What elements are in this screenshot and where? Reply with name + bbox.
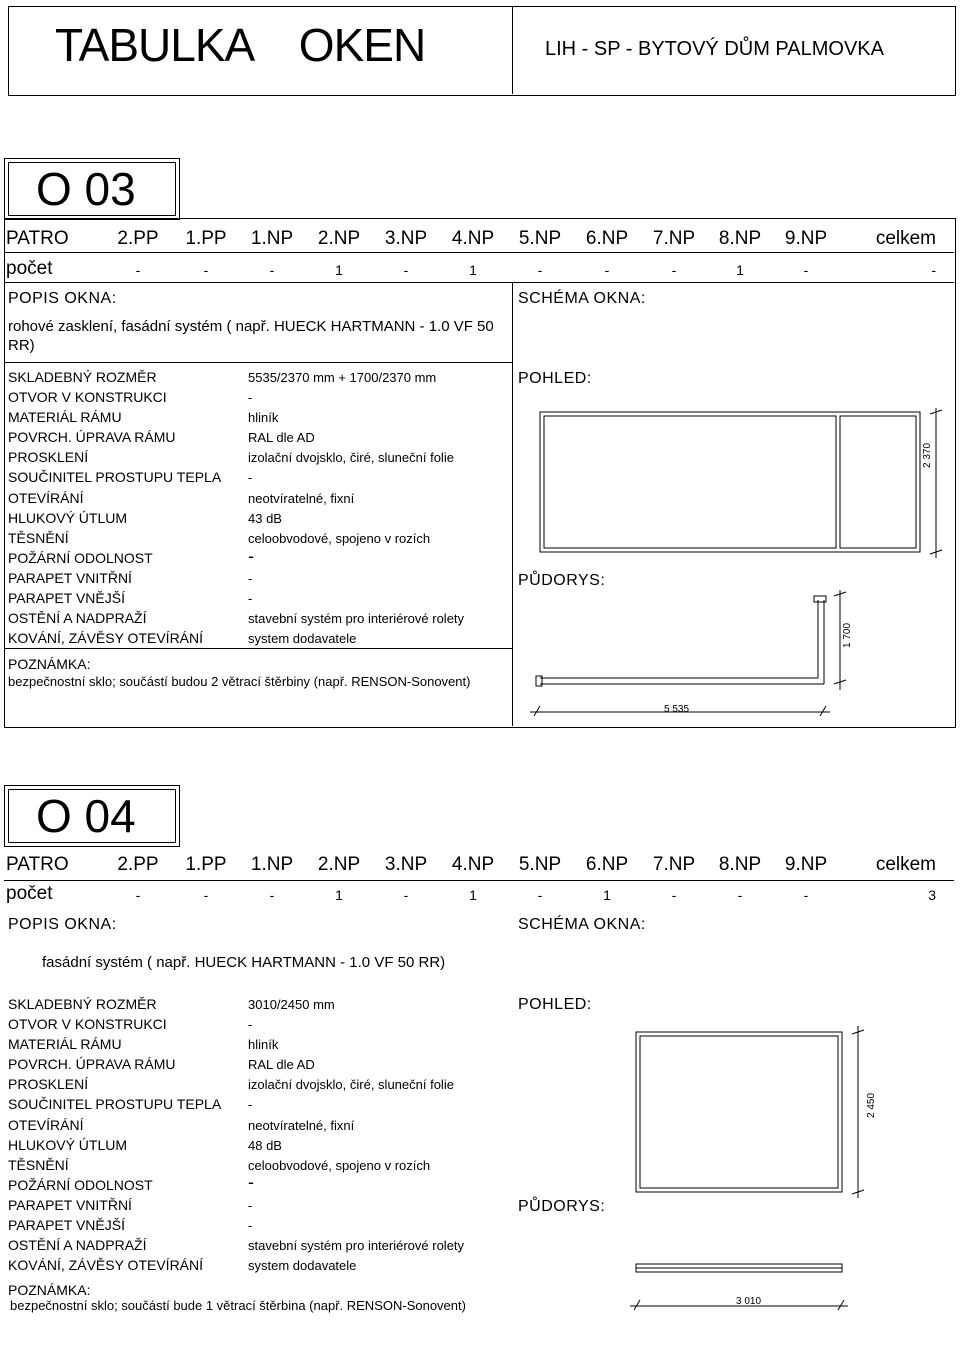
prop-value: celoobvodové, spojeno v rozích — [248, 531, 431, 546]
prop-label: SOUČINITEL PROSTUPU TEPLA — [8, 1096, 222, 1112]
page-subtitle: LIH - SP - BYTOVÝ DŮM PALMOVKA — [545, 38, 884, 60]
prop-value: 5535/2370 mm + 1700/2370 mm — [248, 370, 437, 385]
floor-cell: 8.NP — [718, 854, 762, 875]
prop-value: - — [248, 1198, 253, 1213]
window-elevation-drawing — [530, 408, 950, 558]
prop-label: MATERIÁL RÁMU — [8, 1036, 122, 1052]
prop-label: OSTĚNÍ A NADPRAŽÍ — [8, 1237, 147, 1253]
floor-cell: 9.NP — [784, 854, 828, 875]
prop-label: HLUKOVÝ ÚTLUM — [8, 1137, 128, 1153]
count-cell: 3 — [928, 887, 936, 903]
count-cell: - — [931, 262, 936, 278]
prop-label: KOVÁNÍ, ZÁVĚSY OTEVÍRÁNÍ — [8, 1257, 204, 1273]
prop-label: PROSKLENÍ — [8, 1076, 89, 1092]
count-cell: 1 — [335, 887, 343, 903]
floors-header-row — [4, 228, 936, 250]
prop-value: neotvíratelné, fixní — [248, 1118, 355, 1133]
note-label: POZNÁMKA: — [8, 656, 91, 672]
prop-value: 43 dB — [248, 511, 282, 526]
page-title: TABULKA OKEN — [55, 19, 426, 71]
prop-label: SOUČINITEL PROSTUPU TEPLA — [8, 469, 222, 485]
count-cell: - — [737, 887, 743, 903]
floor-cell: celkem — [875, 854, 936, 875]
prop-value: stavební systém pro interiérové rolety — [248, 1238, 465, 1253]
prop-label: PARAPET VNITŘNÍ — [8, 1197, 132, 1213]
pudorys-label: PŮDORYS: — [518, 572, 606, 589]
count-cell: - — [203, 887, 209, 903]
dim-plan-side: 1 700 — [842, 622, 853, 648]
header-divider — [512, 6, 513, 94]
popis-label: POPIS OKNA: — [8, 916, 117, 933]
prop-label: OSTĚNÍ A NADPRAŽÍ — [8, 610, 147, 626]
count-label: počet — [6, 258, 53, 279]
count-cell: - — [537, 887, 543, 903]
count-cell: 1 — [736, 262, 744, 278]
window-code: O 03 — [36, 163, 136, 215]
floor-cell: 3.NP — [384, 854, 428, 875]
prop-value: - — [248, 1218, 253, 1233]
prop-value: system dodavatele — [248, 1258, 357, 1273]
floor-cell: 5.NP — [518, 228, 562, 249]
floor-cell: 2.PP — [117, 854, 159, 875]
prop-label: OTVOR V KONSTRUKCI — [8, 389, 167, 405]
count-cell: - — [135, 262, 141, 278]
prop-value: 48 dB — [248, 1138, 282, 1153]
floor-cell: 1.PP — [185, 854, 227, 875]
prop-label: TĚSNĚNÍ — [8, 530, 69, 546]
floors-header-row — [4, 854, 936, 876]
count-cell: - — [803, 887, 809, 903]
prop-value: - — [248, 591, 253, 606]
prop-label: OTVOR V KONSTRUKCI — [8, 1016, 167, 1032]
prop-label: POŽÁRNÍ ODOLNOST — [8, 550, 153, 566]
prop-value: 3010/2450 mm — [248, 997, 335, 1012]
prop-label: POŽÁRNÍ ODOLNOST — [8, 1177, 153, 1193]
prop-value: stavební systém pro interiérové rolety — [248, 611, 465, 626]
prop-value: - — [248, 546, 254, 566]
pudorys-label: PŮDORYS: — [518, 1198, 606, 1215]
floor-cell: 1.PP — [185, 228, 227, 249]
row-divider — [4, 252, 954, 253]
count-cell: - — [269, 887, 275, 903]
prop-label: SKLADEBNÝ ROZMĚR — [8, 369, 157, 385]
count-cell: - — [403, 262, 409, 278]
prop-label: KOVÁNÍ, ZÁVĚSY OTEVÍRÁNÍ — [8, 630, 204, 646]
schema-label: SCHÉMA OKNA: — [518, 290, 646, 307]
prop-value: system dodavatele — [248, 631, 357, 646]
dim-height: 2 450 — [866, 1092, 877, 1118]
count-cell: - — [135, 887, 141, 903]
count-cell: - — [203, 262, 209, 278]
count-cell: - — [671, 887, 677, 903]
prop-label: OTEVÍRÁNÍ — [8, 490, 84, 506]
row-divider — [4, 648, 512, 649]
prop-value: RAL dle AD — [248, 1057, 315, 1072]
prop-label: PARAPET VNĚJŠÍ — [8, 590, 125, 606]
window-code: O 04 — [36, 790, 136, 842]
count-cell: 1 — [469, 887, 477, 903]
floor-cell: 1.NP — [250, 854, 294, 875]
floor-cell: 7.NP — [652, 854, 696, 875]
window-plan-drawing — [630, 1258, 870, 1320]
pohled-label: POHLED: — [518, 996, 592, 1013]
count-row — [4, 883, 936, 905]
prop-value: izolační dvojsklo, čiré, sluneční folie — [248, 450, 454, 465]
row-divider — [4, 362, 512, 363]
prop-value: - — [248, 1017, 253, 1032]
schema-label: SCHÉMA OKNA: — [518, 916, 646, 933]
count-cell: 1 — [603, 887, 611, 903]
floor-cell: 2.NP — [317, 228, 361, 249]
row-divider — [4, 282, 954, 283]
prop-label: PARAPET VNĚJŠÍ — [8, 1217, 125, 1233]
prop-value: izolační dvojsklo, čiré, sluneční folie — [248, 1077, 454, 1092]
note-text: bezpečnostní sklo; součástí budou 2 větrací štěrbiny (např. RENSON-Sonovent) — [8, 674, 471, 689]
prop-label: HLUKOVÝ ÚTLUM — [8, 510, 128, 526]
prop-label: OTEVÍRÁNÍ — [8, 1117, 84, 1133]
floor-cell: 3.NP — [384, 228, 428, 249]
count-cell: 1 — [335, 262, 343, 278]
floor-cell: 1.NP — [250, 228, 294, 249]
floor-cell: PATRO — [6, 228, 69, 249]
floor-cell: 5.NP — [518, 854, 562, 875]
prop-value: celoobvodové, spojeno v rozích — [248, 1158, 431, 1173]
prop-label: TĚSNĚNÍ — [8, 1157, 69, 1173]
prop-label: MATERIÁL RÁMU — [8, 409, 122, 425]
column-divider — [512, 282, 513, 726]
floor-cell: 4.NP — [451, 854, 495, 875]
prop-value: neotvíratelné, fixní — [248, 491, 355, 506]
note-text: bezpečnostní sklo; součástí bude 1 větrací štěrbina (např. RENSON-Sonovent) — [10, 1298, 466, 1313]
floor-cell: 6.NP — [585, 854, 629, 875]
prop-value: - — [248, 1172, 254, 1192]
floor-cell: 9.NP — [784, 228, 828, 249]
prop-label: SKLADEBNÝ ROZMĚR — [8, 996, 157, 1012]
prop-value: - — [248, 390, 253, 405]
floor-cell: 2.NP — [317, 854, 361, 875]
floor-cell: 8.NP — [718, 228, 762, 249]
floor-cell: celkem — [875, 228, 936, 249]
floor-cell: 4.NP — [451, 228, 495, 249]
floor-cell: PATRO — [6, 854, 69, 875]
count-cell: - — [537, 262, 543, 278]
count-cell: - — [604, 262, 610, 278]
window-description: rohové zasklení, fasádní systém ( např. HUECK HARTMANN - 1.0 VF 50 RR) — [8, 318, 494, 354]
floor-cell: 2.PP — [117, 228, 159, 249]
count-cell: 1 — [469, 262, 477, 278]
dim-height: 2 370 — [922, 442, 933, 468]
popis-label: POPIS OKNA: — [8, 290, 117, 307]
count-cell: - — [403, 887, 409, 903]
prop-value: - — [248, 470, 253, 485]
prop-label: PARAPET VNITŘNÍ — [8, 570, 132, 586]
dim-width: 5 535 — [664, 704, 690, 715]
prop-value: hliník — [248, 410, 279, 425]
count-cell: - — [269, 262, 275, 278]
prop-value: RAL dle AD — [248, 430, 315, 445]
prop-label: PROSKLENÍ — [8, 449, 89, 465]
count-cell: - — [803, 262, 809, 278]
note-label: POZNÁMKA: — [8, 1282, 91, 1298]
prop-value: - — [248, 571, 253, 586]
window-description: fasádní systém ( např. HUECK HARTMANN - 1.0 VF 50 RR) — [42, 954, 446, 971]
prop-value: - — [248, 1097, 253, 1112]
prop-label: POVRCH. ÚPRAVA RÁMU — [8, 429, 176, 445]
row-divider — [4, 880, 954, 881]
prop-label: POVRCH. ÚPRAVA RÁMU — [8, 1056, 176, 1072]
dim-width: 3 010 — [736, 1296, 762, 1307]
count-label: počet — [6, 883, 53, 904]
window-plan-drawing — [530, 590, 850, 720]
pohled-label: POHLED: — [518, 370, 592, 387]
count-row — [4, 258, 936, 280]
window-elevation-drawing — [630, 1026, 870, 1198]
floor-cell: 7.NP — [652, 228, 696, 249]
floor-cell: 6.NP — [585, 228, 629, 249]
prop-value: hliník — [248, 1037, 279, 1052]
count-cell: - — [671, 262, 677, 278]
